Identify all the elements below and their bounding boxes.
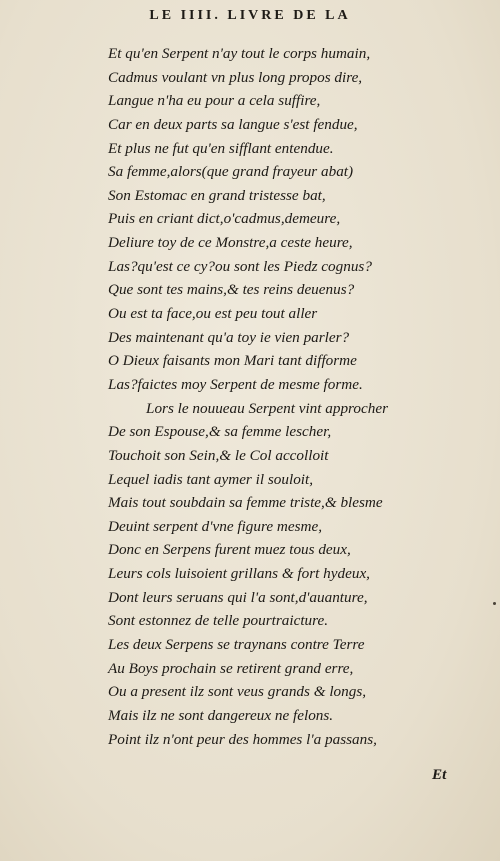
verse-line: Donc en Serpens furent muez tous deux, [108, 541, 351, 559]
verse-line: Son Estomac en grand tristesse bat, [108, 186, 326, 204]
verse-line: Sa femme,alors(que grand frayeur abat) [108, 163, 354, 181]
verse-line: Que sont tes mains,& tes reins deuenus? [108, 281, 355, 299]
catchword: Et [432, 766, 447, 783]
verse-line: Las?faictes moy Serpent de mesme forme. [108, 375, 363, 393]
verse-line: Mais tout soubdain sa femme triste,& blesme [108, 494, 383, 512]
verse-line: Sont estonnez de telle pourtraicture. [108, 612, 329, 630]
verse-line: Ou est ta face,ou est peu tout aller [108, 305, 318, 323]
margin-mark [493, 602, 496, 605]
verse-line: Lors le nouueau Serpent vint approcher [146, 399, 388, 417]
verse-line: Point ilz n'ont peur des hommes l'a passans, [108, 730, 377, 748]
verse-line: Cadmus voulant vn plus long propos dire, [108, 68, 363, 86]
verse-line: O Dieux faisants mon Mari tant difforme [108, 352, 357, 370]
verse-line: Lequel iadis tant aymer il souloit, [108, 470, 314, 488]
verse-line: Et plus ne fut qu'en sifflant entendue. [108, 139, 334, 157]
verse-line: Et qu'en Serpent n'ay tout le corps humain, [108, 45, 371, 62]
verse-line: Dont leurs seruans qui l'a sont,d'auanture, [108, 588, 368, 606]
running-header: LE IIII. LIVRE DE LA [149, 8, 351, 23]
verse-text [108, 42, 493, 751]
verse-line: Mais ilz ne sont dangereux ne felons. [108, 706, 334, 724]
verse-line: Au Boys prochain se retirent grand erre, [108, 659, 354, 677]
verse-line: Car en deux parts sa langue s'est fendue, [108, 115, 358, 133]
verse-line: Les deux Serpens se traynans contre Terre [108, 636, 365, 654]
verse-line: Puis en criant dict,o'cadmus,demeure, [108, 210, 341, 228]
verse-line: Deuint serpent d'vne figure mesme, [108, 517, 322, 535]
verse-line: Leurs cols luisoient grillans & fort hydeux, [108, 565, 370, 583]
verse-line: Deliure toy de ce Monstre,a ceste heure, [108, 234, 353, 252]
verse-line: Las?qu'est ce cy?ou sont les Piedz cognus? [108, 257, 372, 275]
verse-line: Langue n'ha eu pour a cela suffire, [108, 92, 321, 110]
verse-line: Des maintenant qu'a toy ie vien parler? [108, 328, 350, 346]
verse-line: De son Espouse,& sa femme lescher, [108, 423, 332, 441]
verse-line: Ou a present ilz sont veus grands & longs, [108, 683, 367, 701]
verse-line: Touchoit son Sein,& le Col accolloit [108, 446, 329, 464]
